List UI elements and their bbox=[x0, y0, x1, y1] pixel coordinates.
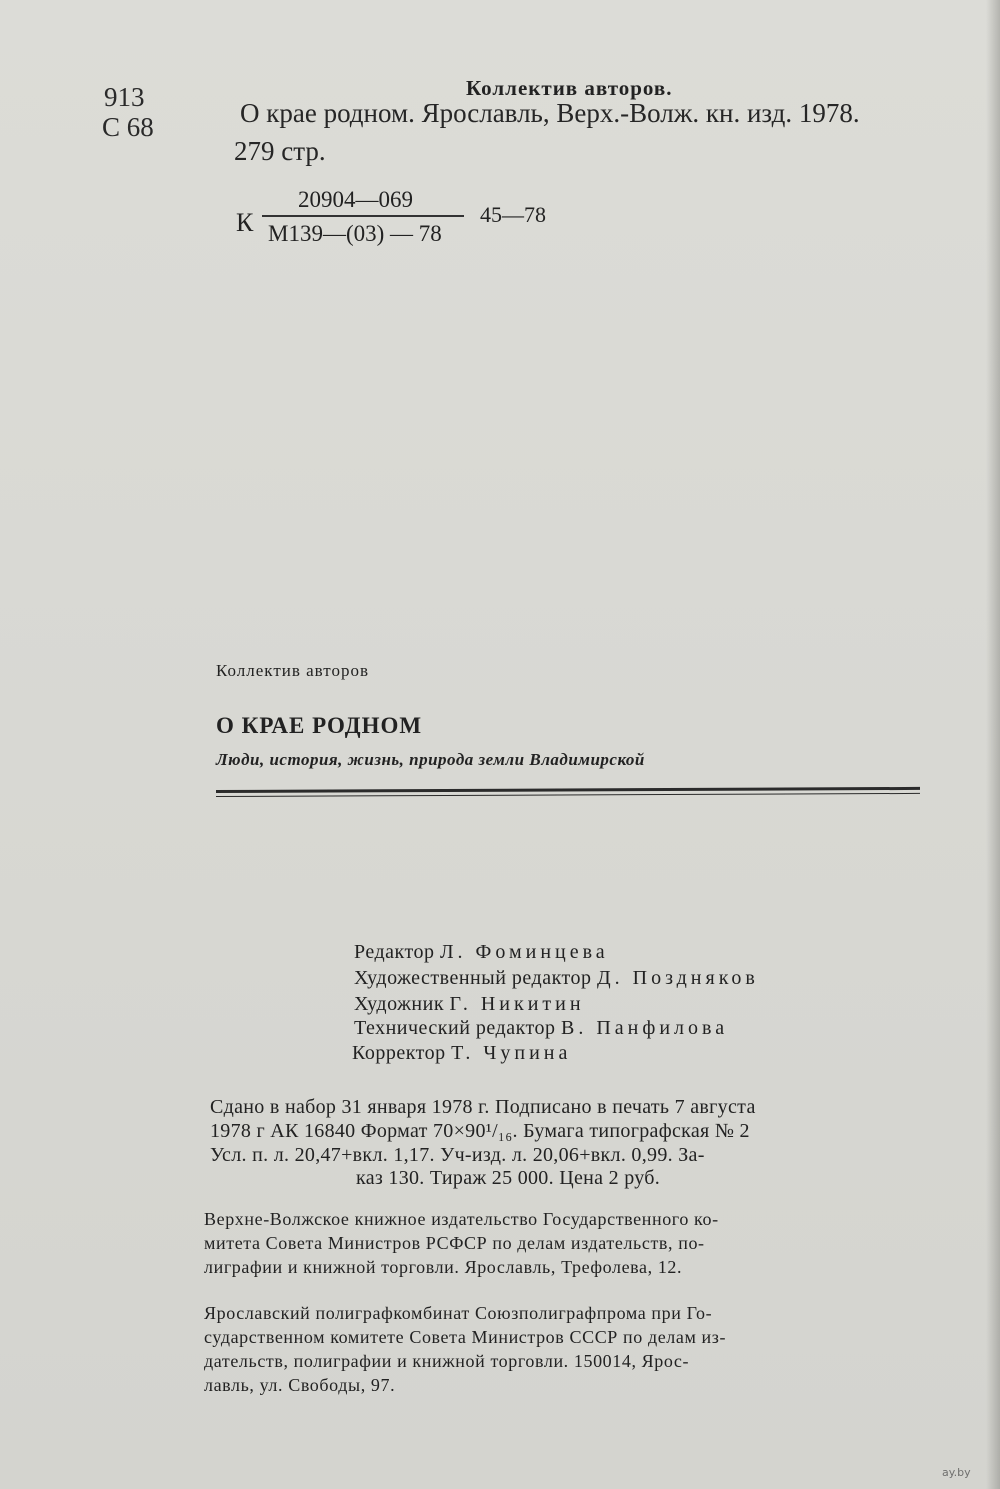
card-pages: 279 стр. bbox=[234, 136, 326, 166]
card-k-letter: К bbox=[236, 208, 254, 237]
credit-person: Т. Чупина bbox=[451, 1042, 572, 1064]
page-edge-shadow bbox=[986, 0, 1000, 1489]
card-fraction-line bbox=[262, 215, 464, 217]
credit-tech-editor bbox=[354, 1015, 728, 1041]
imprint-line: 1978 г АК 16840 Формат 70×90¹/₁₆. Бумага типографская № 2 bbox=[210, 1120, 750, 1142]
printer-line: Ярославский полиграфкомбинат Союзполиграфпрома при Го- bbox=[204, 1303, 713, 1323]
card-author: Коллектив авторов. bbox=[466, 76, 673, 100]
card-title-line: О крае родном. Ярославль, Верх.-Волж. кн. изд. 1978. bbox=[240, 98, 860, 128]
catalog-code: С 68 bbox=[102, 112, 154, 142]
credit-art-editor bbox=[354, 965, 759, 991]
credit-role: Редактор bbox=[354, 941, 435, 963]
book-subtitle: Люди, история, жизнь, природа земли Владимирской bbox=[216, 750, 645, 769]
title-rule-thin bbox=[216, 793, 920, 797]
catalog-index: 913 bbox=[104, 82, 145, 112]
printer-line: дательств, полиграфии и книжной торговли. 150014, Ярос- bbox=[204, 1351, 690, 1371]
card-fraction-side: 45—78 bbox=[480, 202, 546, 227]
watermark: ay.by bbox=[942, 1466, 971, 1479]
publisher-line: Верхне-Волжское книжное издательство Государственного ко- bbox=[204, 1209, 719, 1229]
credit-role: Художественный редактор bbox=[354, 967, 592, 989]
imprint-line: каз 130. Тираж 25 000. Цена 2 руб. bbox=[356, 1167, 661, 1189]
credit-role: Художник bbox=[354, 993, 445, 1015]
credit-person: В. Панфилова bbox=[561, 1017, 729, 1039]
printer-line: сударственном комитете Совета Министров СССР по делам из- bbox=[204, 1327, 727, 1347]
book-title: О КРАЕ РОДНОМ bbox=[216, 713, 423, 738]
credit-person: Г. Никитин bbox=[449, 993, 585, 1015]
imprint-line: Усл. п. л. 20,47+вкл. 1,17. Уч-изд. л. 20,06+вкл. 0,99. За- bbox=[210, 1144, 705, 1166]
credit-person: Д. Поздняков bbox=[597, 967, 759, 989]
imprint-line: Сдано в набор 31 января 1978 г. Подписано в печать 7 августа bbox=[210, 1096, 756, 1118]
card-fraction-numerator: 20904—069 bbox=[298, 187, 413, 212]
credit-artist bbox=[354, 991, 585, 1017]
card-fraction-denominator: М139—(03) — 78 bbox=[268, 221, 442, 246]
credit-proofreader bbox=[352, 1040, 571, 1066]
credit-role: Технический редактор bbox=[354, 1017, 556, 1039]
title-authors: Коллектив авторов bbox=[216, 661, 369, 680]
publisher-line: лиграфии и книжной торговли. Ярославль, Трефолева, 12. bbox=[204, 1257, 683, 1277]
publisher-line: митета Совета Министров РСФСР по делам издательств, по- bbox=[204, 1233, 705, 1253]
printer-line: лавль, ул. Свободы, 97. bbox=[204, 1375, 396, 1395]
credit-editor bbox=[354, 939, 609, 965]
credit-role: Корректор bbox=[352, 1042, 446, 1064]
credit-person: Л. Фоминцева bbox=[439, 941, 609, 963]
title-rule-thick bbox=[216, 787, 920, 793]
